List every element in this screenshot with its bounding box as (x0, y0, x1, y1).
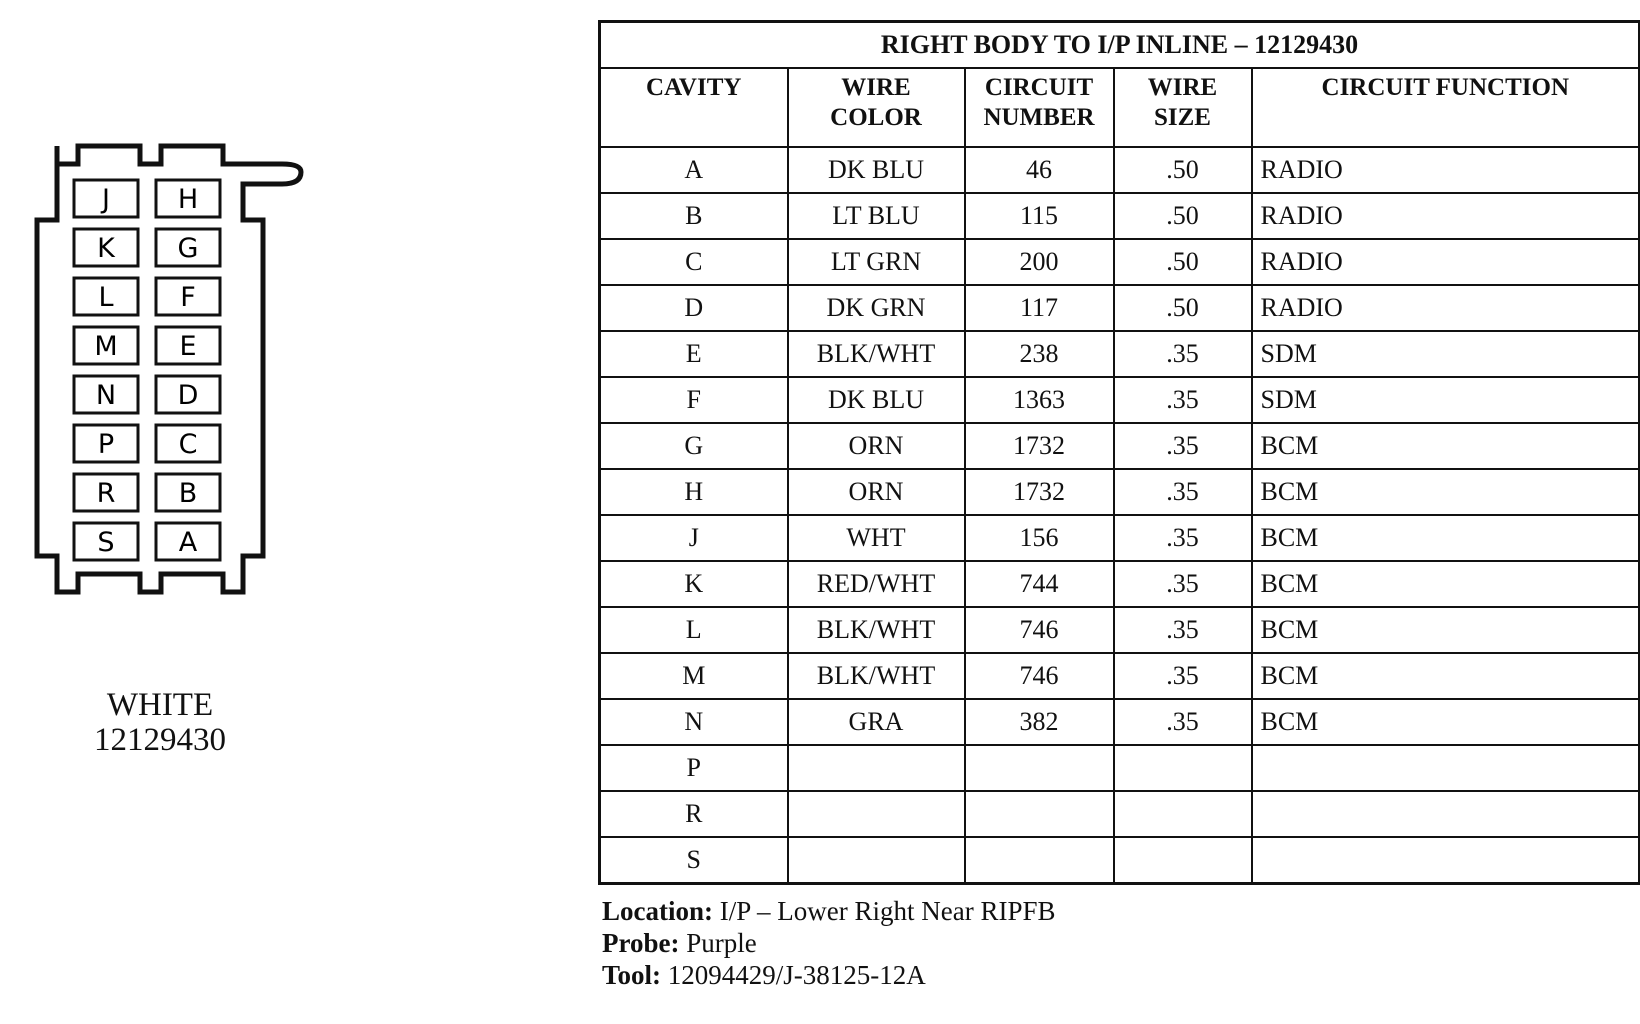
cell-wire-size: .35 (1114, 423, 1252, 469)
tool-line (602, 959, 926, 991)
cell-circuit-function (1252, 791, 1640, 837)
cell-cavity: C (600, 239, 788, 285)
cell-cavity: L (600, 607, 788, 653)
header-wire-color (788, 68, 965, 147)
pin-label: J (102, 184, 110, 215)
cell-wire-size: .35 (1114, 469, 1252, 515)
cell-cavity: G (600, 423, 788, 469)
cell-wire-size: .35 (1114, 515, 1252, 561)
pin-label: A (178, 527, 198, 558)
cell-wire-size (1114, 745, 1252, 791)
table-header-row (600, 68, 1640, 147)
table-row (600, 423, 1640, 469)
table-row (600, 561, 1640, 607)
cell-circuit-number: 746 (965, 607, 1114, 653)
cell-cavity: S (600, 837, 788, 884)
location-label: Location: (602, 896, 713, 926)
cell-wire-size: .50 (1114, 285, 1252, 331)
connector-part-number: 12129430 (94, 722, 226, 758)
table-row (600, 837, 1640, 884)
cell-wire-color: DK GRN (788, 285, 965, 331)
table-row (600, 239, 1640, 285)
pin-label: K (97, 233, 115, 264)
header-circuit-number-line2: NUMBER (983, 104, 1095, 131)
connector-housing-outline (37, 146, 301, 592)
cell-wire-color: WHT (788, 515, 965, 561)
cell-circuit-number: 115 (965, 193, 1114, 239)
probe-line (602, 927, 757, 959)
table-row (600, 193, 1640, 239)
pin-label: R (96, 478, 116, 509)
cell-circuit-number: 46 (965, 147, 1114, 193)
header-cavity (600, 68, 788, 147)
cell-wire-size: .35 (1114, 561, 1252, 607)
table-body (600, 147, 1640, 884)
pin-column-left (74, 180, 138, 560)
table-row (600, 699, 1640, 745)
cell-wire-color: BLK/WHT (788, 653, 965, 699)
cell-wire-color: BLK/WHT (788, 607, 965, 653)
cell-cavity: K (600, 561, 788, 607)
cell-wire-color: GRA (788, 699, 965, 745)
table-title: RIGHT BODY TO I/P INLINE – 12129430 (600, 22, 1640, 69)
cell-wire-color: BLK/WHT (788, 331, 965, 377)
cell-circuit-function (1252, 745, 1640, 791)
pin-label: L (98, 282, 114, 313)
cell-circuit-function: SDM (1252, 377, 1640, 423)
table-row (600, 469, 1640, 515)
pin-label: M (94, 331, 118, 362)
header-wire-color-line2: COLOR (830, 104, 922, 131)
cell-wire-color: ORN (788, 469, 965, 515)
header-wire-color-line1: WIRE (841, 74, 911, 101)
connector-color-label: WHITE (106, 687, 214, 723)
table-row (600, 745, 1640, 791)
pin-column-right (156, 180, 220, 560)
cell-circuit-function: BCM (1252, 607, 1640, 653)
header-circuit-number-line1: CIRCUIT (984, 74, 1094, 101)
cell-wire-size: .35 (1114, 331, 1252, 377)
cell-wire-size: .35 (1114, 377, 1252, 423)
cell-circuit-number (965, 745, 1114, 791)
cell-cavity: E (600, 331, 788, 377)
header-wire-size-line1: WIRE (1147, 74, 1218, 101)
cell-wire-size: .35 (1114, 607, 1252, 653)
table-row (600, 147, 1640, 193)
probe-label: Probe: (602, 928, 680, 958)
cell-circuit-function: BCM (1252, 515, 1640, 561)
cell-cavity: R (600, 791, 788, 837)
cell-wire-size (1114, 837, 1252, 884)
header-circuit-function (1252, 68, 1640, 147)
cell-wire-size: .50 (1114, 239, 1252, 285)
cell-circuit-number: 744 (965, 561, 1114, 607)
cell-circuit-number: 746 (965, 653, 1114, 699)
cell-circuit-number: 117 (965, 285, 1114, 331)
table-row (600, 285, 1640, 331)
header-cavity-text: CAVITY (646, 74, 742, 101)
cell-cavity: J (600, 515, 788, 561)
table-row (600, 791, 1640, 837)
pin-label: H (177, 184, 199, 215)
cell-circuit-function: BCM (1252, 653, 1640, 699)
tool-value: 12094429/J-38125-12A (667, 960, 926, 990)
cell-wire-color (788, 837, 965, 884)
cell-circuit-number: 1732 (965, 469, 1114, 515)
pin-label: C (178, 429, 198, 460)
table-row (600, 607, 1640, 653)
cell-circuit-number: 382 (965, 699, 1114, 745)
cell-cavity: P (600, 745, 788, 791)
header-wire-size-line2: SIZE (1154, 104, 1211, 131)
cell-wire-size (1114, 791, 1252, 837)
table-row (600, 515, 1640, 561)
cell-circuit-function: RADIO (1252, 285, 1640, 331)
tool-label: Tool: (602, 960, 662, 990)
cell-wire-color: ORN (788, 423, 965, 469)
cell-cavity: B (600, 193, 788, 239)
cell-wire-color: LT BLU (788, 193, 965, 239)
pin-label: D (177, 380, 199, 411)
cell-wire-size: .50 (1114, 147, 1252, 193)
location-line (602, 895, 1055, 927)
cell-circuit-number (965, 837, 1114, 884)
pin-label: B (178, 478, 198, 509)
cell-cavity: N (600, 699, 788, 745)
cell-wire-color: RED/WHT (788, 561, 965, 607)
cell-wire-color: DK BLU (788, 147, 965, 193)
cell-circuit-number: 1732 (965, 423, 1114, 469)
cell-cavity: M (600, 653, 788, 699)
cell-circuit-function: RADIO (1252, 147, 1640, 193)
cell-circuit-number: 200 (965, 239, 1114, 285)
cell-circuit-function (1252, 837, 1640, 884)
header-wire-size (1114, 68, 1252, 147)
cell-circuit-number: 238 (965, 331, 1114, 377)
cell-circuit-function: RADIO (1252, 239, 1640, 285)
pin-label: E (179, 331, 197, 362)
cell-wire-color: LT GRN (788, 239, 965, 285)
cell-circuit-function: BCM (1252, 469, 1640, 515)
header-circuit-number (965, 68, 1114, 147)
cell-cavity: A (600, 147, 788, 193)
header-circuit-function-text: CIRCUIT FUNCTION (1321, 74, 1570, 101)
cell-circuit-function: BCM (1252, 423, 1640, 469)
cell-cavity: H (600, 469, 788, 515)
connector-face-diagram (20, 140, 320, 620)
cell-circuit-function: BCM (1252, 561, 1640, 607)
table-row (600, 377, 1640, 423)
cell-circuit-number (965, 791, 1114, 837)
pin-label: F (180, 282, 196, 313)
pin-label: G (177, 233, 199, 264)
cell-wire-size: .35 (1114, 699, 1252, 745)
cell-cavity: D (600, 285, 788, 331)
pinout-table (598, 20, 1640, 885)
pin-label: N (95, 380, 117, 411)
cell-cavity: F (600, 377, 788, 423)
probe-value: Purple (686, 928, 757, 958)
cell-wire-color (788, 791, 965, 837)
cell-wire-size: .35 (1114, 653, 1252, 699)
cell-circuit-function: BCM (1252, 699, 1640, 745)
pin-label: S (97, 527, 115, 558)
pin-label: P (97, 429, 115, 460)
cell-circuit-number: 156 (965, 515, 1114, 561)
cell-circuit-function: SDM (1252, 331, 1640, 377)
cell-wire-color: DK BLU (788, 377, 965, 423)
table-row (600, 653, 1640, 699)
cell-wire-size: .50 (1114, 193, 1252, 239)
location-value: I/P – Lower Right Near RIPFB (719, 896, 1056, 926)
table-row (600, 331, 1640, 377)
cell-wire-color (788, 745, 965, 791)
cell-circuit-function: RADIO (1252, 193, 1640, 239)
cell-circuit-number: 1363 (965, 377, 1114, 423)
